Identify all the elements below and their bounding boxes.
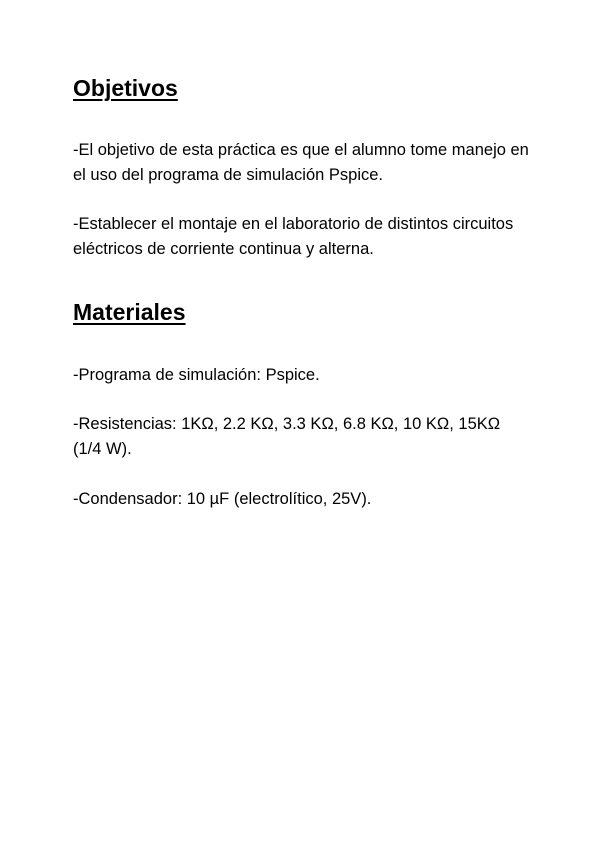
section-heading-materiales: Materiales (73, 299, 186, 325)
section-heading-objetivos: Objetivos (73, 75, 178, 101)
material-item-2: -Resistencias: 1KΩ, 2.2 KΩ, 3.3 KΩ, 6.8 KΩ, 10 KΩ, 15KΩ (1/4 W). (73, 415, 501, 458)
material-item-1: -Programa de simulación: Pspice. (73, 366, 320, 384)
objetivo-item-2: -Establecer el montaje en el laboratorio de distintos circuitos eléctricos de corriente continua y alterna. (73, 215, 514, 258)
objetivo-item-1: -El objetivo de esta práctica es que el alumno tome manejo en el uso del programa de simulación Pspice. (73, 141, 529, 184)
material-item-3: -Condensador: 10 µF (electrolítico, 25V). (73, 490, 372, 508)
